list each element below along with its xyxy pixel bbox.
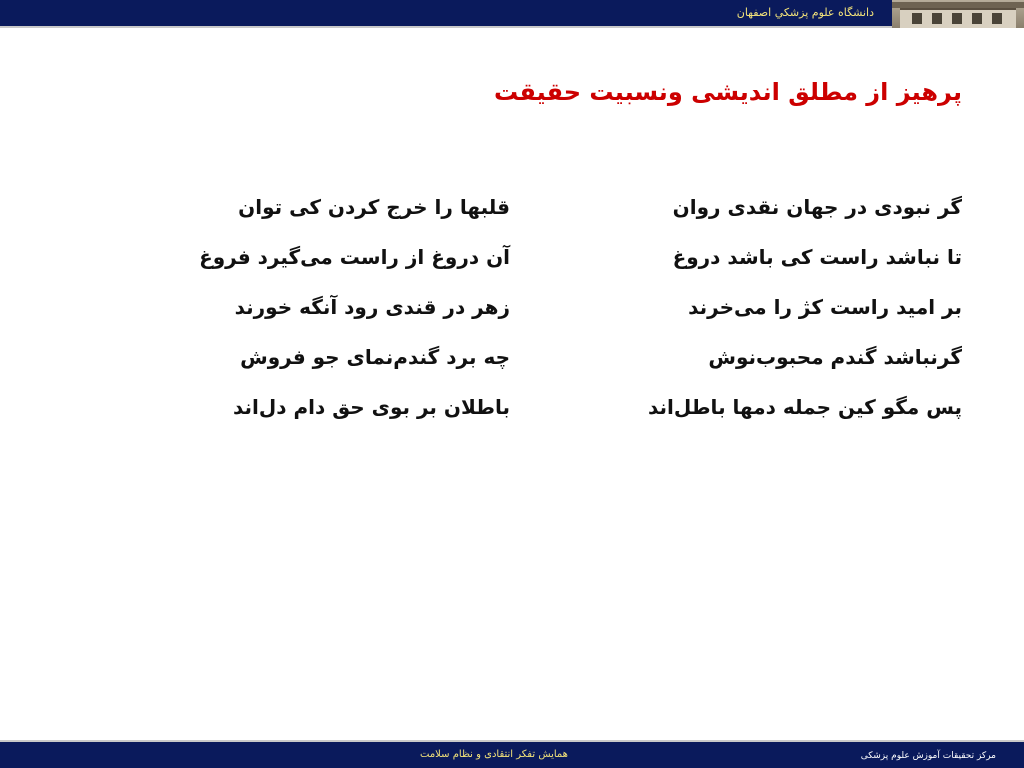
building-window bbox=[952, 13, 962, 24]
building-window bbox=[912, 13, 922, 24]
verse-right: تا نباشد راست کی باشد دروغ bbox=[672, 245, 962, 269]
poem-line-3 bbox=[0, 295, 1024, 335]
building-window bbox=[992, 13, 1002, 24]
university-building-image bbox=[892, 0, 1024, 28]
verse-right: گر نبودی در جهان نقدی روان bbox=[672, 195, 962, 219]
building-window bbox=[932, 13, 942, 24]
verse-left: چه برد گندم‌نمای جو فروش bbox=[240, 345, 510, 369]
poem-line-2 bbox=[0, 245, 1024, 285]
header-bar bbox=[0, 0, 1024, 28]
verse-right: پس مگو کین جمله دمها باطل‌اند bbox=[647, 395, 962, 419]
footer-bar bbox=[0, 740, 1024, 768]
verse-right: گرنباشد گندم محبوب‌نوش bbox=[708, 345, 962, 369]
poem-line-5 bbox=[0, 395, 1024, 435]
verse-left: باطلان بر بوی حق دام دل‌اند bbox=[232, 395, 510, 419]
verse-left: زهر در قندی رود آنگه خورند bbox=[234, 295, 510, 319]
poem-line-1 bbox=[0, 195, 1024, 235]
research-center-name: مرکز تحقیقات آموزش علوم پزشکی bbox=[860, 751, 996, 761]
verse-left: آن دروغ از راست می‌گیرد فروغ bbox=[199, 245, 510, 269]
building-window bbox=[972, 13, 982, 24]
slide-title: پرهیز از مطلق اندیشی ونسبیت حقیقت bbox=[493, 78, 962, 106]
conference-name: همایش تفکر انتقادی و نظام سلامت bbox=[420, 749, 568, 760]
poem-line-4 bbox=[0, 345, 1024, 385]
verse-right: بر امید راست کژ را می‌خرند bbox=[688, 295, 962, 319]
verse-left: قلبها را خرج کردن کی توان bbox=[238, 195, 510, 219]
university-name: دانشگاه علوم پزشكي اصفهان bbox=[736, 6, 874, 19]
